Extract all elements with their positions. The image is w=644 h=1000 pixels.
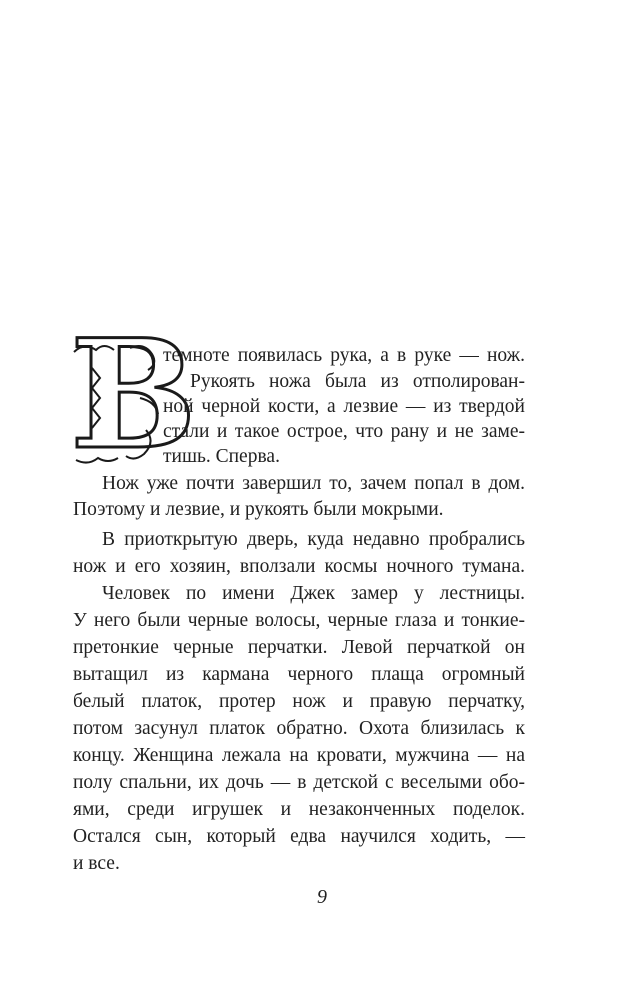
text-line: Поэтому и лезвие, и рукоять были мокрыми. — [73, 499, 444, 520]
text-line: потом засунул платок обратно. Охота близилась к — [73, 718, 525, 739]
text-line: нож и его хозяин, вползали космы ночного тумана. — [73, 556, 525, 577]
text-line: У него были черные волосы, черные глаза и тонкие- — [73, 610, 525, 631]
text-line: темноте появилась рука, а в руке — нож. — [163, 345, 525, 366]
drop-cap-letter: В — [70, 307, 197, 483]
text-line: Остался сын, который едва научился ходить, — — [73, 826, 525, 847]
ornament-flourish-icon — [70, 338, 162, 468]
text-line: полу спальни, их дочь — в детской с веселыми обо- — [73, 772, 525, 793]
text-line: ями, среди игрушек и незаконченных поделок. — [73, 799, 525, 820]
text-line: белый платок, протер нож и правую перчатку, — [73, 691, 525, 712]
text-line: Нож уже почти завершил то, зачем попал в дом. — [102, 473, 525, 494]
text-line: стали и такое острое, что рану и не заме- — [163, 421, 525, 442]
page-number: 9 — [317, 886, 327, 908]
text-line: концу. Женщина лежала на кровати, мужчина — на — [73, 745, 525, 766]
text-line: ной черной кости, а лезвие — из твердой — [163, 396, 525, 417]
text-line: и все. — [73, 853, 120, 874]
text-line: тишь. Сперва. — [163, 446, 280, 467]
text-line: Рукоять ножа была из отполирован- — [190, 371, 525, 392]
text-line: вытащил из кармана черного плаща огромный — [73, 664, 525, 685]
text-line: претонкие черные перчатки. Левой перчаткой он — [73, 637, 525, 658]
text-line: В приоткрытую дверь, куда недавно пробрались — [102, 529, 525, 550]
text-line: Человек по имени Джек замер у лестницы. — [102, 583, 525, 604]
drop-cap-ornament — [70, 307, 197, 483]
